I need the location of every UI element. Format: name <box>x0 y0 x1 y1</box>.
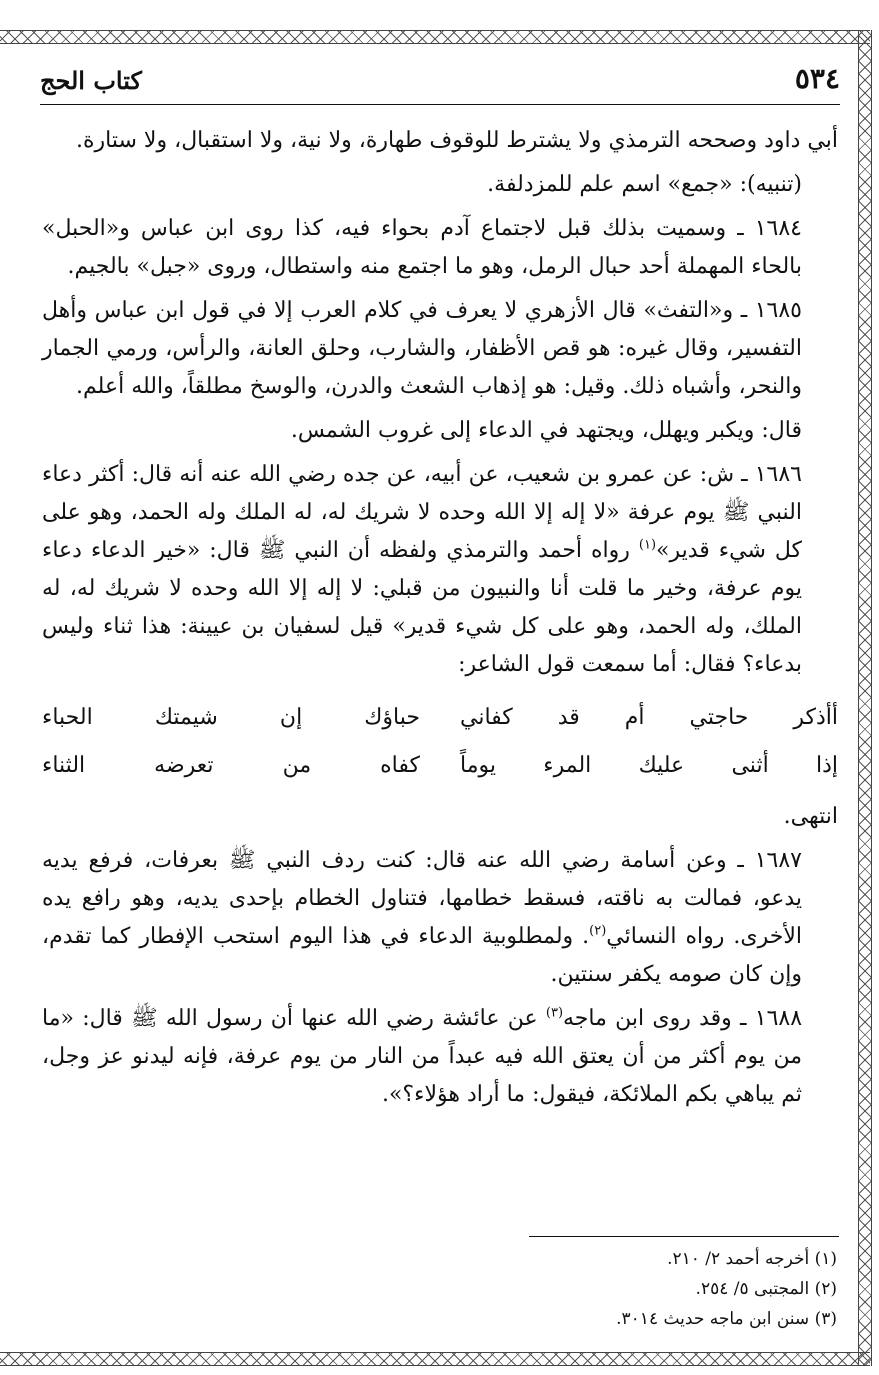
text-run: ١٦٨٦ ـ ش: عن عمرو بن شعيب، عن أبيه، عن جده رضي الله عنه أنه قال: أكثر دعاء النبي ﷺ يوم عرفة «لا إله إلا الله وحده لا شريك له، له الملك وله الحمد، وهو على كل شيء قدير» <box>42 462 802 563</box>
page-body <box>42 122 838 1120</box>
footnote-ref: (١) <box>638 537 657 553</box>
footnote-ref: (٢) <box>589 923 607 939</box>
decorative-border-bottom <box>0 1352 870 1366</box>
header-rule <box>40 104 840 105</box>
text-run: ١٦٨٨ ـ وقد روى ابن ماجه <box>563 1006 803 1031</box>
paragraph-1686 <box>42 456 838 684</box>
paragraph-1688 <box>42 1000 838 1114</box>
footnotes <box>237 1244 837 1334</box>
decorative-border-top <box>0 30 870 44</box>
poem-verse-1-first: أأذكر حاجتي أم قد كفاني <box>460 705 838 730</box>
book-title: كتاب الحج <box>40 66 142 95</box>
text-run: . ولمطلوبية الدعاء في هذا اليوم استحب الإفطار كما تقدم، وإن كان صومه يكفر سنتين. <box>42 924 802 987</box>
poem-verse-2-second: كفاه من تعرضه الثناء <box>42 753 420 778</box>
text-run: رواه أحمد والترمذي ولفظه أن النبي ﷺ قال: «خير الدعاء دعاء يوم عرفة، وخير ما قلت أنا والنبيون من قبلي: لا إله إلا الله وحده لا شريك له، له الملك، وله الحمد، وهو على كل شيء قدير» قيل لسفيان بن عيينة: هذا ثناء وليس بدعاء؟ فقال: أما سمعت قول الشاعر: <box>42 538 802 677</box>
footnote-1: (١) أخرجه أحمد ٢/ ٢١٠. <box>667 1249 837 1269</box>
poem-end: انتهى. <box>783 804 838 829</box>
poem-verse-2-first: إذا أثنى عليك المرء يوماً <box>460 753 838 778</box>
poem-verse-1-second: حباؤك إن شيمتك الحباء <box>42 705 420 730</box>
footnote-2: (٢) المجتبى ٥/ ٢٥٤. <box>695 1279 837 1299</box>
paragraph-1685: ١٦٨٥ ـ و«التفث» قال الأزهري لا يعرف في كلام العرب إلا في قول ابن عباس وأهل التفسير، وقال غيره: هو قص الأظفار، والشارب، وحلق العانة، والرأس، ورمي الجمار والنحر، وأشباه ذلك. وقيل: هو إذهاب الشعث والدرن، والوسخ مطلقاً، والله أعلم. <box>42 298 802 399</box>
paragraph-note: (تنبيه): «جمع» اسم علم للمزدلفة. <box>487 172 802 197</box>
paragraph-qala: قال: ويكبر ويهلل، ويجتهد في الدعاء إلى غروب الشمس. <box>290 418 802 443</box>
paragraph: أبي داود وصححه الترمذي ولا يشترط للوقوف طهارة، ولا نية، ولا استقبال، ولا ستارة. <box>76 128 838 153</box>
page-number: ٥٣٤ <box>794 62 840 95</box>
text-run: ١٦٨٧ ـ وعن أسامة رضي الله عنه قال: كنت ردف النبي ﷺ بعرفات، فرفع يديه يدعو، فمالت به ناقته، فسقط خطامها، فتناول الخطام بإحدى يديه، وهو رافع يده الأخرى. رواه النسائي <box>42 848 802 949</box>
page-header <box>40 62 840 102</box>
footnote-3: (٣) سنن ابن ماجه حديث ٣٠١٤. <box>616 1309 837 1329</box>
text-run: عن عائشة رضي الله عنها أن رسول الله ﷺ قال: «ما من يوم أكثر من أن يعتق الله فيه عبداً من النار من يوم عرفة، فإنه ليدنو عز وجل، ثم يباهي بكم الملائكة، فيقول: ما أراد هؤلاء؟». <box>42 1006 802 1107</box>
paragraph-1684: ١٦٨٤ ـ وسميت بذلك قبل لاجتماع آدم بحواء فيه، كذا روى ابن عباس و«الحبل» بالحاء المهملة أحد حبال الرمل، وهو ما اجتمع منه واستطال، وروى «جبل» بالجيم. <box>42 216 802 279</box>
paragraph-1687 <box>42 842 838 994</box>
footnote-ref: (٣) <box>545 1005 564 1021</box>
poem <box>42 694 838 790</box>
decorative-border-right <box>858 30 872 1366</box>
footnote-rule <box>529 1236 839 1237</box>
